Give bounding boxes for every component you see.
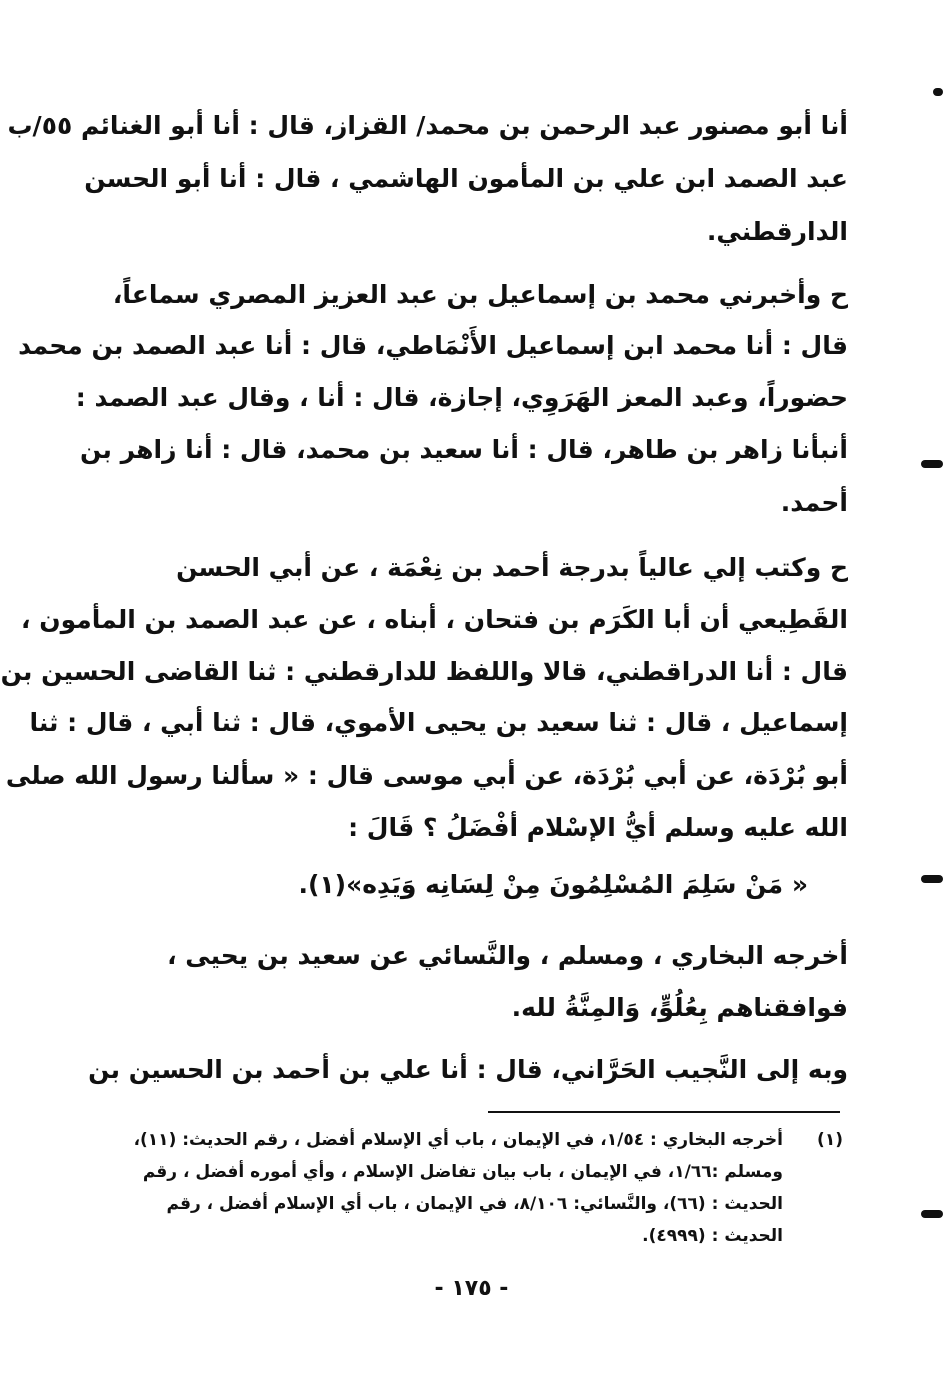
footnote-line: أخرجه البخاري : ١/٥٤، في الإيمان ، باب أي الإسلام أفضل ، رقم الحديث: (١١)، — [133, 1130, 783, 1150]
footnote-separator — [488, 1111, 840, 1113]
text-line: إسماعيل ، قال : ثنا سعيد بن يحيى الأموي، قال : ثنا أبي ، قال : ثنا — [29, 708, 848, 737]
scan-edge-mark — [933, 88, 943, 96]
hadith-quote: « مَنْ سَلِمَ المُسْلِمُونَ مِنْ لِسَانِه وَيَدِه»(١). — [298, 870, 808, 899]
footnote-number: (١) — [817, 1130, 843, 1150]
text-line: أنا أبو مصنور عبد الرحمن بن محمد/ القزاز، قال : أنا أبو الغنائم ٥٥/ب — [7, 111, 848, 140]
text-line: أبو بُرْدَة، عن أبي بُرْدَة، عن أبي موسى قال : « سألنا رسول الله صلى — [5, 761, 848, 790]
text-line: فوافقناهم بِعُلُوٍّ، وَالمِنَّةُ لله. — [511, 993, 848, 1022]
text-line: ح وأخبرني محمد بن إسماعيل بن عبد العزيز المصري سماعاً، — [112, 280, 848, 309]
footnote-line: ومسلم :١/٦٦، في الإيمان ، باب بيان تفاضل الإسلام ، وأي أموره أفضل ، رقم — [142, 1162, 783, 1182]
text-line: أخرجه البخاري ، ومسلم ، والنَّسائي عن سعيد بن يحيى ، — [167, 941, 848, 970]
text-line: أحمد. — [780, 488, 848, 517]
text-line: أنبأنا زاهر بن طاهر، قال : أنا سعيد بن محمد، قال : أنا زاهر بن — [80, 435, 848, 464]
scan-edge-mark — [921, 875, 943, 883]
footnote-line: الحديث : (٦٦)، والنَّسائي: ٨/١٠٦، في الإيمان ، باب أي الإسلام أفضل ، رقم — [166, 1194, 783, 1214]
text-line: الله عليه وسلم أيُّ الإسْلام أفْضَلُ ؟ قَالَ : — [348, 813, 848, 842]
text-line: وبه إلى النَّجيب الحَرَّاني، قال : أنا علي بن أحمد بن الحسين بن — [88, 1055, 848, 1084]
text-line: قال : أنا محمد ابن إسماعيل الأَنْمَاطي، قال : أنا عبد الصمد بن محمد — [18, 331, 848, 360]
footnote-line: الحديث : (٤٩٩٩). — [642, 1226, 783, 1246]
text-line: ح وكتب إلي عالياً بدرجة أحمد بن نِعْمَة ، عن أبي الحسن — [176, 553, 848, 582]
text-line: حضوراً، وعبد المعز الهَرَوِي، إجازة، قال : أنا ، وقال عبد الصمد : — [75, 383, 848, 412]
text-line: قال : أنا الدراقطني، قالا واللفظ للدارقطني : ثنا القاضى الحسين بن — [0, 657, 848, 686]
scan-edge-mark — [921, 1210, 943, 1218]
text-line: القَطِيعي أن أبا الكَرَم بن فتحان ، أبناه ، عن عبد الصمد بن المأمون ، — [21, 605, 848, 634]
page-number: - ١٧٥ - — [434, 1276, 509, 1301]
text-line: عبد الصمد ابن علي بن المأمون الهاشمي ، قال : أنا أبو الحسن — [84, 164, 848, 193]
text-line: الدارقطني. — [706, 217, 848, 246]
scan-edge-mark — [921, 460, 943, 468]
